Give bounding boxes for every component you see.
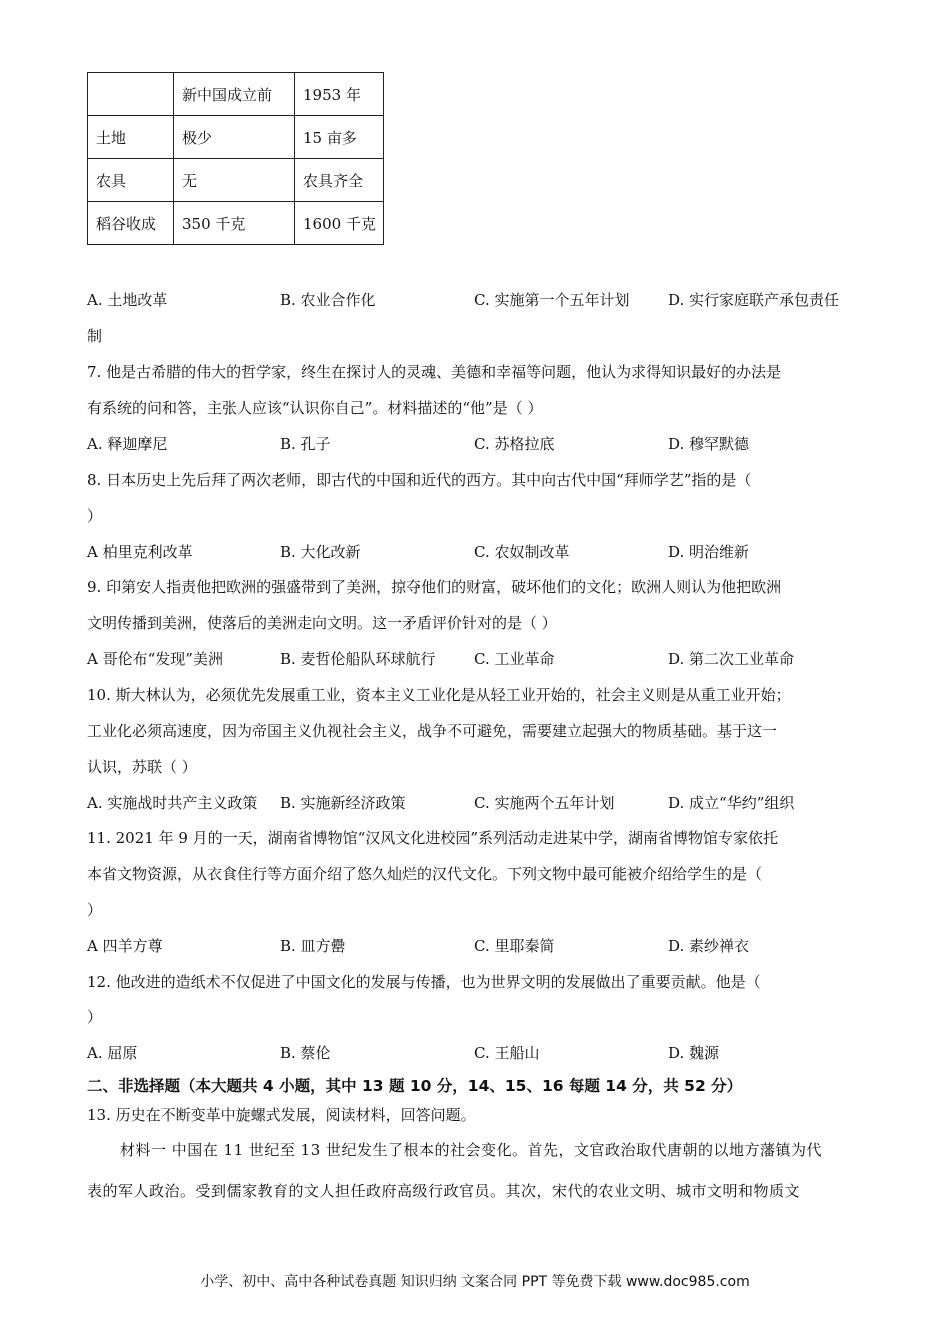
q13-stem: 13. 历史在不断变革中旋螺式发展，阅读材料，回答问题。 [87,1106,476,1124]
q6-option-c: C. 实施第一个五年计划 [474,291,630,309]
harvest-comparison-table [87,72,384,245]
q12-stem-line2: ） [87,1008,103,1026]
table-row [88,116,384,159]
q11-option-d: D. 素纱禅衣 [668,937,750,955]
table-cell: 稻谷收成 [88,202,174,245]
table-row [88,202,384,245]
q11-option-a: A 四羊方尊 [87,937,163,955]
q9-option-a: A 哥伦布“发现”美洲 [87,650,223,668]
q10-stem-line1: 10. 斯大林认为，必须优先发展重工业，资本主义工业化是从轻工业开始的，社会主义则是从重工业开始； [87,686,791,704]
q11-stem-line3: ） [87,901,103,919]
q8-option-a: A 柏里克利改革 [87,543,193,561]
table-cell: 1953 年 [295,73,384,116]
q9-stem-line1: 9. 印第安人指责他把欧洲的强盛带到了美洲，掠夺他们的财富，破坏他们的文化；欧洲人则认为他把欧洲 [87,578,782,596]
q11-option-b: B. 皿方罍 [280,937,346,955]
q7-option-d: D. 穆罕默德 [668,435,750,453]
table-header-row [88,73,384,116]
q8-option-c: C. 农奴制改革 [474,543,570,561]
q7-stem-line1: 7. 他是古希腊的伟大的哲学家，终生在探讨人的灵魂、美德和幸福等问题，他认为求得知识最好的办法是 [87,363,782,381]
q10-stem-line2: 工业化必须高速度，因为帝国主义仇视社会主义，战争不可避免，需要建立起强大的物质基础。基于这一 [87,722,778,740]
q12-stem-line1: 12. 他改进的造纸术不仅促进了中国文化的发展与传播，也为世界文明的发展做出了重要贡献。他是（ [87,973,761,991]
page-footer: 小学、初中、高中各种试卷真题 知识归纳 文案合同 PPT 等免费下载 www.doc985.com [200,1274,750,1290]
table-cell: 农具 [88,159,174,202]
q12-option-d: D. 魏源 [668,1044,720,1062]
q6-option-a: A. 土地改革 [87,291,168,309]
q6-option-d-continued: 制 [87,327,103,345]
q10-option-d: D. 成立“华约”组织 [668,794,795,812]
table-cell: 1600 千克 [295,202,384,245]
table-cell: 极少 [174,116,295,159]
table-cell: 农具齐全 [295,159,384,202]
q8-stem-line2: ） [87,507,103,525]
q12-option-b: B. 蔡伦 [280,1044,331,1062]
table-row [88,159,384,202]
q11-stem-line1: 11. 2021 年 9 月的一天，湖南省博物馆“汉风文化进校园”系列活动走进某中学，湖南省博物馆专家依托 [87,829,778,847]
table-cell: 新中国成立前 [174,73,295,116]
q9-option-b: B. 麦哲伦船队环球航行 [280,650,436,668]
material-1-line2: 表的军人政治。受到儒家教育的文人担任政府高级行政官员。其次，宋代的农业文明、城市文明和物质文 [87,1182,801,1200]
q8-stem-line1: 8. 日本历史上先后拜了两次老师，即古代的中国和近代的西方。其中向古代中国“拜师学艺”指的是（ [87,471,752,489]
q12-option-a: A. 屈原 [87,1044,138,1062]
section-heading: 二、非选择题（本大题共 4 小题，其中 13 题 10 分，14、15、16 每题 14 分，共 52 分） [87,1077,743,1095]
table-cell: 无 [174,159,295,202]
q10-option-b: B. 实施新经济政策 [280,794,406,812]
q7-option-a: A. 释迦摩尼 [87,435,168,453]
q7-option-b: B. 孔子 [280,435,331,453]
q7-option-c: C. 苏格拉底 [474,435,555,453]
table-cell: 土地 [88,116,174,159]
q11-option-c: C. 里耶秦简 [474,937,555,955]
q6-option-d: D. 实行家庭联产承包责任 [668,291,840,309]
q9-stem-line2: 文明传播到美洲，使落后的美洲走向文明。这一矛盾评价针对的是（ ） [87,614,557,632]
q8-option-b: B. 大化改新 [280,543,361,561]
table-cell: 15 亩多 [295,116,384,159]
table-cell [88,73,174,116]
table-cell: 350 千克 [174,202,295,245]
q10-option-a: A. 实施战时共产主义政策 [87,794,258,812]
q10-option-c: C. 实施两个五年计划 [474,794,615,812]
q9-option-c: C. 工业革命 [474,650,555,668]
q10-stem-line3: 认识，苏联（ ） [87,758,197,776]
q8-option-d: D. 明治维新 [668,543,750,561]
q9-option-d: D. 第二次工业革命 [668,650,795,668]
q12-option-c: C. 王船山 [474,1044,540,1062]
q6-option-b: B. 农业合作化 [280,291,376,309]
q11-stem-line2: 本省文物资源，从衣食住行等方面介绍了悠久灿烂的汉代文化。下列文物中最可能被介绍给学生的是（ [87,865,763,883]
q7-stem-line2: 有系统的问和答，主张人应该“认识你自己”。材料描述的“他”是（ ） [87,399,543,417]
material-1-line1: 材料一 中国在 11 世纪至 13 世纪发生了根本的社会变化。首先，文官政治取代唐朝的以地方藩镇为代 [120,1141,823,1159]
